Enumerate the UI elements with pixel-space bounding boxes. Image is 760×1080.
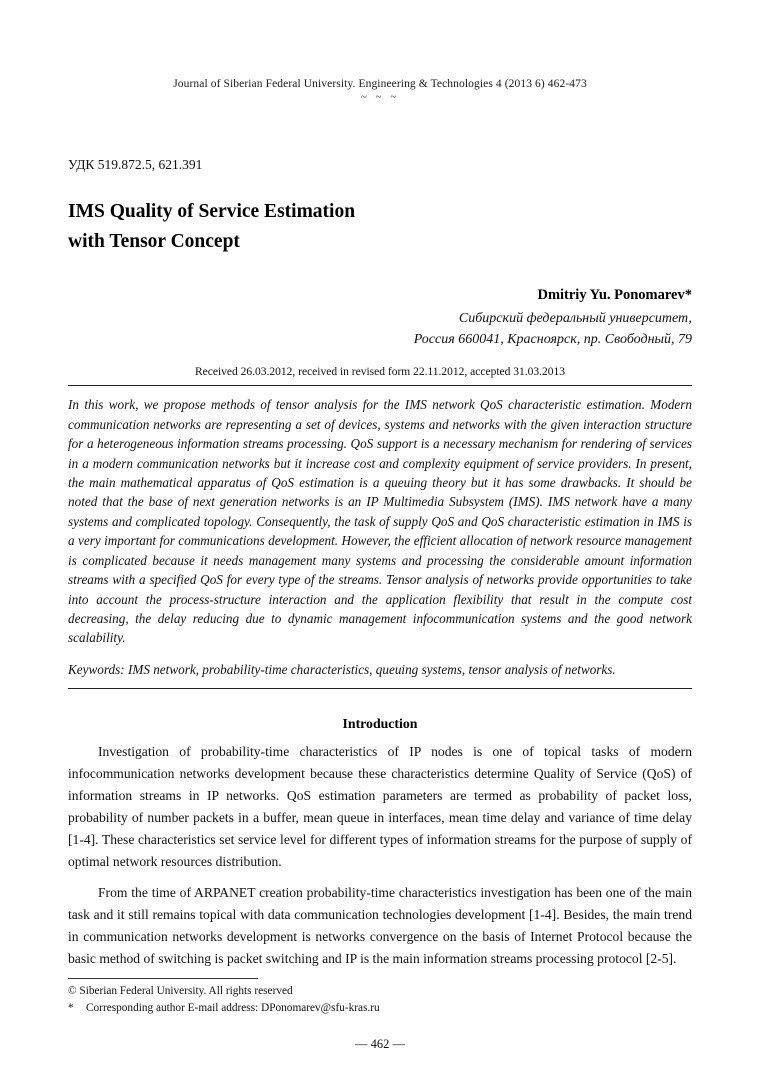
footnote-corresponding-author: [68, 1000, 692, 1017]
author-name: Dmitriy Yu. Ponomarev*: [537, 287, 692, 304]
abstract-text: In this work, we propose methods of tensor analysis for the IMS network QoS characteristic estimation. Modern communication networks are representing a set of devices, systems and networks with the given interaction structure for a heterogeneous information streams processing. QoS support is a necessary mechanism for rendering of services in a modern communication networks but it increase cost and complexity equipment of service providers. In present, the main mathematical apparatus of QoS estimation is a queuing theory but it has some drawbacks. It should be noted that the base of next generation networks is an IP Multimedia Subsystem (IMS). IMS network have a many systems and complicated topology. Consequently, the task of supply QoS and QoS characteristic estimation in IMS is a very important for communications development. However, the efficient allocation of network resource management is complicated because it needs management many systems and processing the considerable amount information streams with a specified QoS for every type of the streams. Tensor analysis of networks provide opportunities to take into account the process-structure interaction and the application flexibility that result in the compute cost decreasing, the delay reducing due to dynamic management infocommunication systems and the good network scalability.: [68, 397, 692, 646]
footnote-copyright: © Siberian Federal University. All rights reserved: [68, 985, 293, 998]
title-line-1: IMS Quality of Service Estimation: [68, 201, 356, 222]
body-paragraph-1: Investigation of probability-time characteristics of IP nodes is one of topical tasks of modern infocommunication networks development because these characteristics determine Quality of Service (QoS) of information streams in IP networks. QoS estimation parameters are termed as probability of packet loss, probability of number packets in a buffer, mean queue in interfaces, mean time delay and variance of time delay [1-4]. These characteristics set service level for different types of information streams for the purpose of supply of optimal network resources distribution.: [68, 744, 692, 870]
affiliation-line-2: Россия 660041, Красноярск, пр. Свободный, 79: [413, 332, 692, 348]
affiliation: [68, 308, 692, 350]
keywords-text: Keywords: IMS network, probability-time characteristics, queuing systems, tensor analysis of networks.: [68, 661, 616, 677]
journal-header-line: Journal of Siberian Federal University. Engineering & Technologies 4 (2013 6) 462-473: [173, 78, 587, 90]
body-paragraph-2: From the time of ARPANET creation probability-time characteristics investigation has been one of the main task and it still remains topical with data communication technologies development [1-4]. Besides, the main trend in communication networks development is networks convergence on the basis of Internet Protocol because the basic method of switching is packet switching and IP is the main information streams processing protocol [2-5].: [68, 885, 692, 967]
footnote-marker: *: [68, 1002, 74, 1015]
affiliation-line-1: Сибирский федеральный университет,: [458, 311, 692, 327]
ornament-divider: ~ ~ ~: [360, 91, 400, 103]
section-heading-introduction: Introduction: [342, 716, 418, 732]
footnote-block: [68, 978, 692, 1017]
divider-top: [68, 385, 692, 386]
footnote-corresponding-text: Corresponding author E-mail address: DPonomarev@sfu-kras.ru: [86, 1002, 380, 1015]
page-number: — 462 —: [355, 1037, 405, 1051]
submission-dates: Received 26.03.2012, received in revised form 22.11.2012, accepted 31.03.2013: [194, 366, 566, 379]
footnote-divider: [68, 978, 258, 979]
title-line-2: with Tensor Concept: [68, 231, 240, 253]
page-title: [68, 197, 692, 257]
udc-code: УДК 519.872.5, 621.391: [68, 157, 203, 172]
divider-bottom: [68, 688, 692, 689]
